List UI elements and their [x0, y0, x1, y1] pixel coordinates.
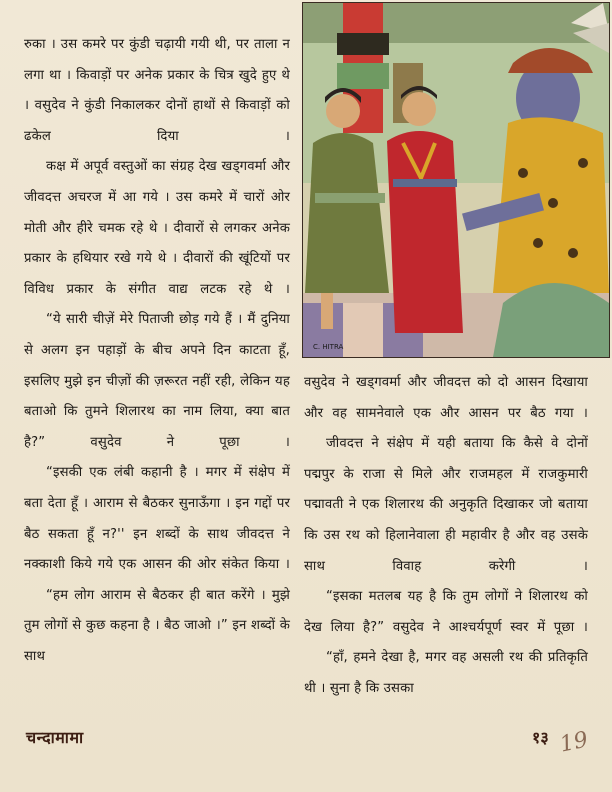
paragraph: “हम लोग आराम से बैठकर ही बात करेंगे । मुझे तुम लोगों से कुछ कहना है । बैठ जाओ ।” इन शब्दों के साथ	[24, 587, 290, 664]
magazine-title: चन्दामामा	[26, 728, 84, 747]
paragraph: “हाँ, हमने देखा है, मगर वह असली रथ की प्रतिकृति थी । सुना है कि उसका	[304, 650, 588, 696]
paragraph: वसुदेव ने खड्गवर्मा और जीवदत्त को दो आसन दिखाया और वह सामनेवाले एक और आसन पर बैठ गया ।	[304, 375, 588, 421]
paragraph: जीवदत्त ने संक्षेप में यही बताया कि कैसे वे दोनों पद्मपुर के राजा से मिले और राजमहल में राजकुमारी पद्मावती ने एक शिलारथ की अनुकृति दिखाकर जो बताया कि उस रथ को हिलानेवाला ही महावीर है और वह उसके साथ विवाह करेगी ।	[304, 436, 588, 574]
paragraph: “इसकी एक लंबी कहानी है । मगर में संक्षेप में बता देता हूँ । आराम से बैठकर सुनाऊँगा । इन गद्दों पर बैठ सकता हूँ न?'' इन शब्दों के साथ जीवदत्त ने नक्काशी किये गये एक आसन की ओर संकेत किया ।	[24, 465, 290, 573]
paragraph: “ये सारी चीज़ें मेरे पिताजी छोड़ गये हैं । मैं दुनिया से अलग इन पहाड़ों के बीच अपने दिन काटता हूँ, इसलिए मुझे इन चीज़ों की ज़रूरत नहीं रही, लेकिन यह बताओ कि तुमने शिलारथ का नाम लिया, क्या बात है?” वसुदेव ने पूछा ।	[24, 312, 290, 450]
right-text-column	[304, 368, 588, 705]
paragraph: कक्ष में अपूर्व वस्तुओं का संग्रह देख खड्गवर्मा और जीवदत्त अचरज में आ गये । उस कमरे में चारों ओर मोती और हीरे चमक रहे थे । दीवारों से लगकर अनेक प्रकार के हथियार रखे गये थे । दीवारों की खूंटियों पर विविध प्रकार के संगीत वाद्य लटक रहे थे ।	[24, 159, 290, 297]
illustration-svg	[303, 3, 609, 357]
page-number: १३	[532, 728, 549, 747]
handwritten-page-mark: 19	[557, 727, 591, 758]
paragraph: रुका । उस कमरे पर कुंडी चढ़ायी गयी थी, पर ताला न लगा था । किवाड़ों पर अनेक प्रकार के चित्र खुदे हुए थे । वसुदेव ने कुंडी निकालकर दोनों हाथों से किवाड़ों को ढकेल दिया ।	[24, 37, 290, 144]
paragraph: “इसका मतलब यह है कि तुम लोगों ने शिलारथ को देख लिया है?” वसुदेव ने आश्चर्यपूर्ण स्वर में पूछा ।	[304, 589, 588, 635]
left-text-column	[24, 30, 290, 672]
story-illustration	[302, 2, 610, 358]
artist-signature: C. HITRA	[313, 343, 344, 351]
